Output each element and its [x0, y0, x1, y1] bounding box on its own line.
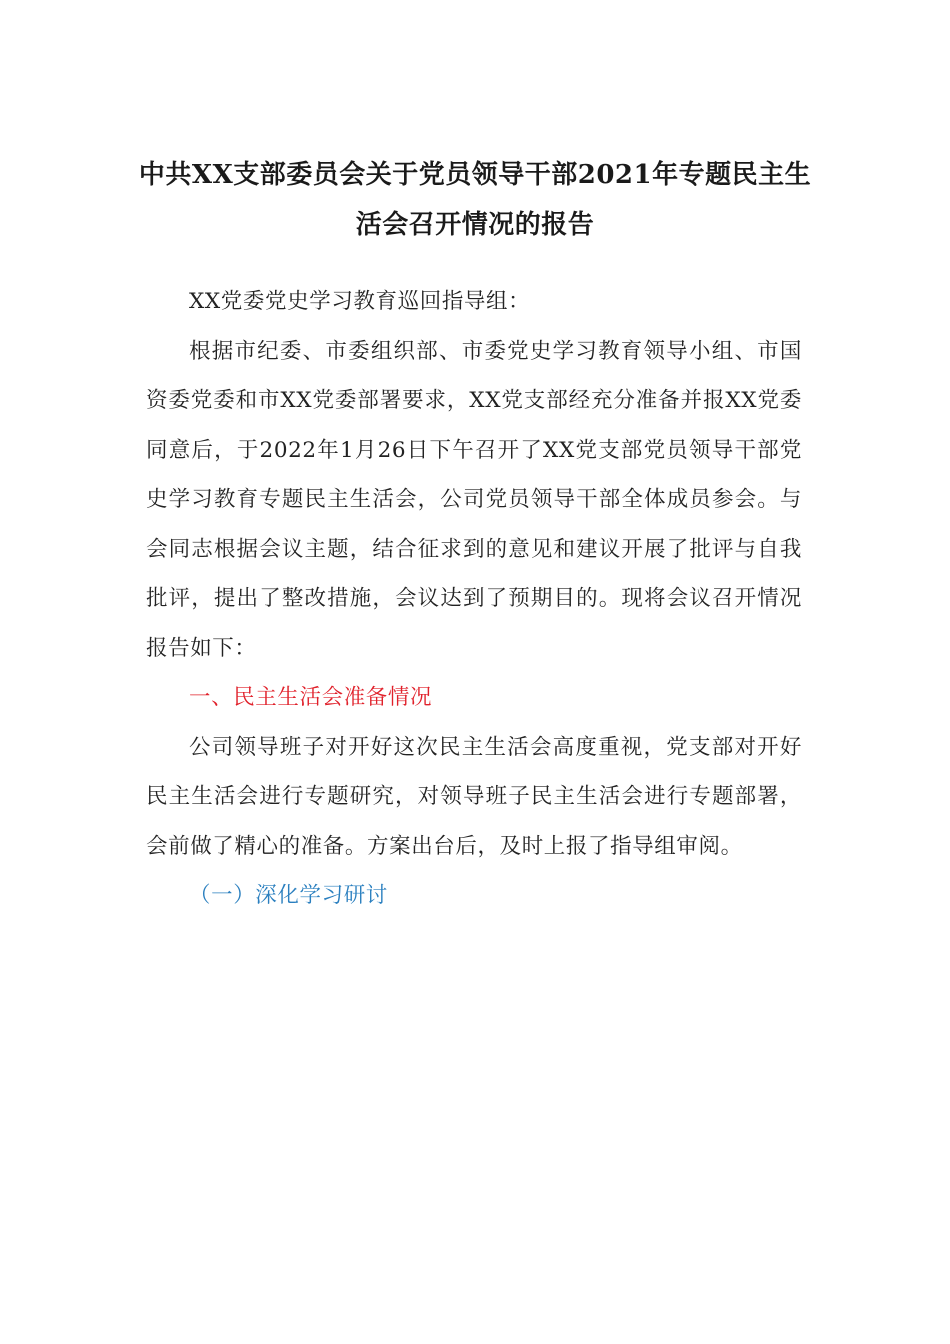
salutation: XX党委党史学习教育巡回指导组：	[189, 289, 531, 314]
subsection-heading: （一）深化学习研讨	[189, 883, 388, 908]
section-heading: 一、民主生活会准备情况	[189, 685, 433, 710]
document-body	[146, 277, 802, 921]
preparation-paragraph: 公司领导班子对开好这次民主生活会高度重视，党支部对开好民主生活会进行专题研究，对领导班子民主生活会进行专题部署，会前做了精心的准备。方案出台后，及时上报了指导组审阅。	[146, 734, 802, 859]
document-title: 中共XX支部委员会关于党员领导干部2021年专题民主生活会召开情况的报告	[138, 160, 812, 240]
intro-paragraph: 根据市纪委、市委组织部、市委党史学习教育领导小组、市国资委党委和市XX党委部署要求，XX党支部经充分准备并报XX党委同意后，于2022年1月26日下午召开了XX党支部党员领导干部党史学习教育专题民主生活会，公司党员领导干部全体成员参会。与会同志根据会议主题，结合征求到的意见和建议开展了批评与自我批评，提出了整改措施，会议达到了预期目的。现将会议召开情况报告如下：	[146, 338, 802, 661]
